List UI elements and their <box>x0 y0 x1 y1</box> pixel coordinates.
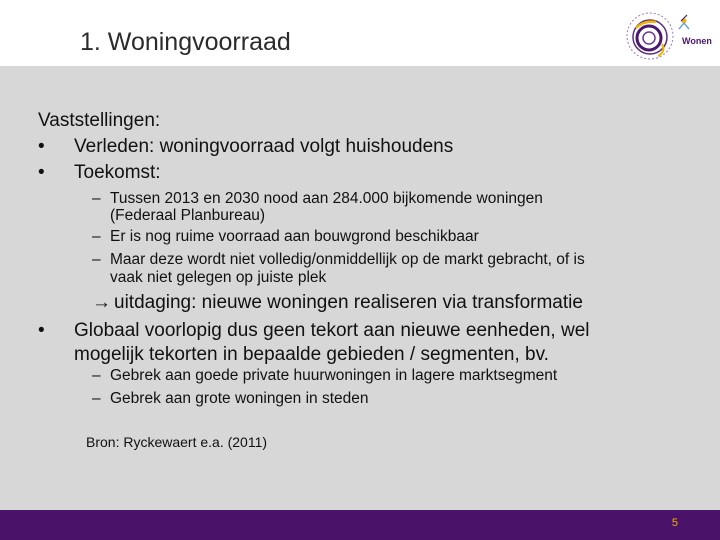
sub-bullet-1-line-1: Tussen 2013 en 2030 nood aan 284.000 bijkomende woningen <box>110 190 543 207</box>
slide-footer <box>0 510 720 540</box>
sub-bullet-5: Gebrek aan grote woningen in steden <box>110 390 369 407</box>
sub-bullet-2: Er is nog ruime voorraad aan bouwgrond beschikbaar <box>110 228 479 245</box>
source-citation: Bron: Ryckewaert e.a. (2011) <box>86 434 268 450</box>
bullet-icon: • <box>38 162 45 183</box>
bullet-globaal-line-1: Globaal voorlopig dus geen tekort aan nieuwe eenheden, wel <box>74 320 590 341</box>
slide-header <box>0 0 720 66</box>
dash-icon: – <box>92 228 101 245</box>
bullet-icon: • <box>38 136 45 157</box>
challenge-text: uitdaging: nieuwe woningen realiseren via transformatie <box>114 292 583 313</box>
dash-icon: – <box>92 251 101 268</box>
slide-title: 1. Woningvoorraad <box>80 28 291 56</box>
sub-bullet-3-line-2: vaak niet gelegen op juiste plek <box>110 269 327 286</box>
logo-text: Wonen <box>682 36 712 46</box>
dash-icon: – <box>92 390 101 407</box>
bullet-verleden: Verleden: woningvoorraad volgt huishoudens <box>74 136 454 157</box>
slide-content <box>0 66 720 510</box>
dash-icon: – <box>92 367 101 384</box>
wonen-logo-icon <box>618 4 714 64</box>
arrow-right-icon: → <box>92 292 111 313</box>
bullet-icon: • <box>38 320 45 341</box>
intro-text: Vaststellingen: <box>38 110 161 131</box>
bullet-globaal-line-2: mogelijk tekorten in bepaalde gebieden / segmenten, bv. <box>74 344 549 365</box>
sub-bullet-1-line-2: (Federaal Planbureau) <box>110 207 266 224</box>
sub-bullet-3-line-1: Maar deze wordt niet volledig/onmiddellijk op de markt gebracht, of is <box>110 251 585 268</box>
wonen-logo <box>618 4 714 64</box>
sub-bullet-4: Gebrek aan goede private huurwoningen in lagere marktsegment <box>110 367 558 384</box>
page-number: 5 <box>671 517 678 529</box>
dash-icon: – <box>92 190 101 207</box>
bullet-toekomst: Toekomst: <box>74 162 161 183</box>
